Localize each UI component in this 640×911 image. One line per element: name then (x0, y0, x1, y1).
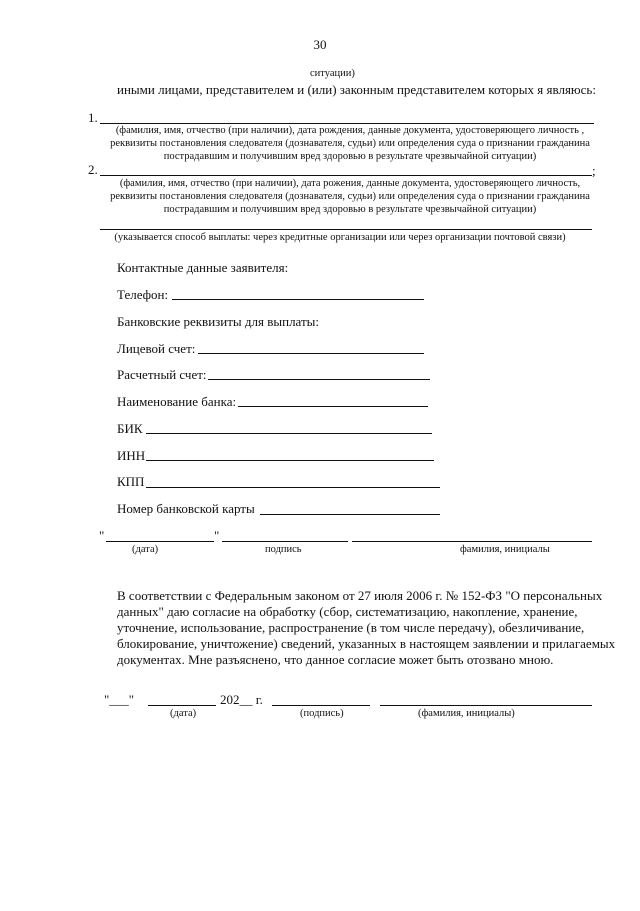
card-number-label: Номер банковской карты (117, 501, 255, 516)
bank-title: Банковские реквизиты для выплаты: (117, 314, 320, 329)
consent-line-4: блокирование, уничтожение) сведений, указанных в настоящем заявлении и прилагаемых (117, 636, 616, 651)
month-field[interactable] (148, 705, 216, 706)
consent-line-3: уточнение, использование, распространение (в том числе передачу), обезличивание, (117, 620, 585, 635)
settlement-account-field[interactable] (208, 379, 430, 380)
name-label-1: фамилия, инициалы (460, 544, 550, 555)
payment-method-field[interactable] (100, 229, 592, 230)
phone-field[interactable] (172, 299, 424, 300)
inn-label: ИНН (117, 448, 146, 463)
phone-label: Телефон: (117, 287, 169, 302)
date-quote-close: " (214, 528, 220, 543)
consent-line-2: данных" даю согласие на обработку (сбор, систематизацию, накопление, хранение, (117, 604, 578, 619)
date-label-2: (дата) (170, 708, 197, 719)
personal-account-field[interactable] (198, 353, 424, 354)
date-quote-open: " (99, 528, 105, 543)
inn-field[interactable] (146, 460, 434, 461)
person-2-field[interactable] (100, 175, 592, 176)
kpp-label: КПП (117, 474, 145, 489)
person-1-caption-line-2: реквизиты постановления следователя (дознавателя, судьи) или определения суда о признании гражданина (110, 138, 590, 149)
bik-field[interactable] (146, 433, 432, 434)
bank-name-field[interactable] (238, 406, 428, 407)
person-1-number: 1. (88, 110, 98, 125)
signature-label-1: подпись (265, 544, 302, 555)
person-1-field[interactable] (100, 123, 594, 124)
person-2-caption-line-1: (фамилия, имя, отчество (при наличии), дата рожения, данные документа, удостоверяющего личность, (119, 178, 581, 189)
person-2-caption-line-2: реквизиты постановления следователя (дознавателя, судьи) или определения суда о признании гражданина (110, 191, 590, 202)
name-field-2[interactable] (380, 705, 592, 706)
signature-field-2[interactable] (272, 705, 370, 706)
consent-line-5: документах. Мне разъяснено, что данное согласие может быть отозвано мною. (117, 652, 554, 667)
name-field-1[interactable] (352, 541, 592, 542)
signature-label-2: (подпись) (300, 708, 344, 719)
date-field-1[interactable] (106, 541, 214, 542)
day-blank[interactable]: "___" (104, 692, 135, 707)
intro-text: иными лицами, представителем и (или) законным представителем которых я являюсь: (117, 82, 596, 97)
year-text: 202__ г. (220, 692, 263, 707)
person-1-caption-line-1: (фамилия, имя, отчество (при наличии), дата рождения, данные документа, удостоверяющего личность , (115, 125, 585, 136)
name-label-2: (фамилия, инициалы) (418, 708, 515, 719)
card-number-field[interactable] (260, 514, 440, 515)
kpp-field[interactable] (146, 487, 440, 488)
person-2-end-mark: ; (592, 163, 596, 178)
bik-label: БИК (117, 421, 143, 436)
contacts-title: Контактные данные заявителя: (117, 260, 289, 275)
payment-method-caption: (указывается способ выплаты: через кредитные организации или через организации почтовой связи) (114, 232, 566, 243)
person-1-caption-line-3: пострадавшим и получившим вред здоровью в результате чрезвычайной ситуации) (163, 151, 537, 162)
bank-name-label: Наименование банка: (117, 394, 237, 409)
person-2-number: 2. (88, 162, 98, 177)
consent-line-1: В соответствии с Федеральным законом от 27 июля 2006 г. № 152-ФЗ "О персональных (117, 588, 603, 603)
date-label-1: (дата) (132, 544, 159, 555)
settlement-account-label: Расчетный счет: (117, 367, 207, 382)
personal-account-label: Лицевой счет: (117, 341, 196, 356)
signature-field-1[interactable] (222, 541, 348, 542)
situation-tail: ситуации) (310, 68, 355, 79)
person-2-caption-line-3: пострадавшим и получившим вред здоровью в результате чрезвычайной ситуации) (163, 204, 537, 215)
page-number: 30 (313, 37, 327, 52)
